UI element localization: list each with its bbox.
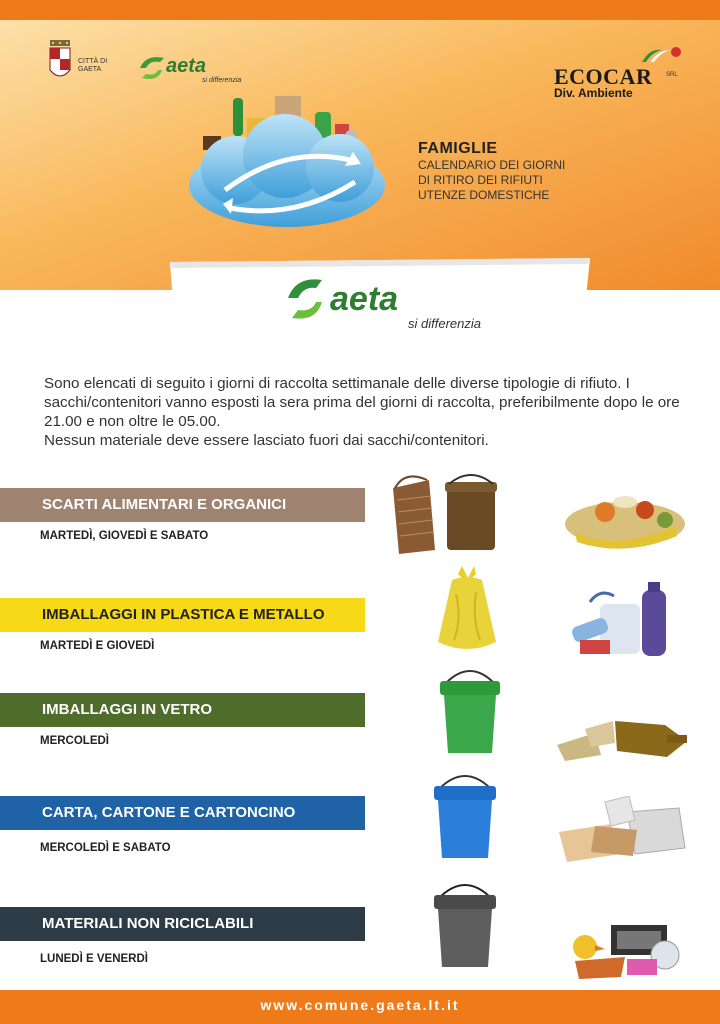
gaeta-logo-small-text: aeta [166, 55, 207, 77]
section-glass [0, 693, 720, 793]
section-days-plastic: MARTEDÌ E GIOVEDÌ [40, 640, 155, 652]
header [0, 0, 720, 290]
header-text-block [418, 140, 678, 203]
gaeta-logo-small [136, 52, 246, 84]
gaeta-logo-small-tagline: si differenzia [202, 77, 242, 84]
section-bar-paper [0, 796, 365, 830]
city-logo [48, 40, 118, 84]
ecocar-division: Div. Ambiente [554, 86, 633, 100]
footer-url[interactable]: www.comune.gaeta.lt.it [260, 997, 460, 1013]
green-bin-icon [438, 663, 502, 755]
section-days-paper: MERCOLEDÌ E SABATO [40, 842, 171, 854]
city-line1: CITTÀ DI [78, 58, 108, 65]
section-bar-non-recyclable [0, 907, 365, 941]
ecocar-logo [548, 44, 688, 104]
ecocar-srl: SRL [666, 72, 678, 78]
section-days-non-recyclable: LUNEDÌ E VENERDÌ [40, 953, 148, 965]
section-paper [0, 796, 720, 896]
non-recyclable-waste-image [565, 917, 695, 982]
section-bar-glass [0, 693, 365, 727]
italy-flag-swoosh-icon [636, 44, 686, 64]
section-bar-plastic [0, 598, 365, 632]
intro-text [44, 374, 694, 450]
recycling-cloud-illustration [175, 90, 400, 235]
grey-bin-icon [432, 877, 498, 969]
glass-waste-image [555, 711, 690, 766]
section-bar-organic [0, 488, 365, 522]
footer [0, 990, 720, 1024]
header-top-bar [0, 0, 720, 20]
section-days-glass: MERCOLEDÌ [40, 735, 109, 747]
organic-waste-image [555, 482, 695, 557]
header-line-2: DI RITIRO DEI RIFIUTI [418, 173, 543, 187]
section-plastic [0, 598, 720, 698]
plastic-waste-image [570, 582, 680, 672]
paper-waste-image [555, 796, 690, 866]
ecocar-name: ECOCAR [554, 64, 653, 89]
section-days-organic: MARTEDÌ, GIOVEDÌ E SABATO [40, 530, 209, 542]
banner-gaeta-text: aeta [330, 280, 399, 318]
blue-bin-icon [432, 768, 498, 860]
section-label-non-recyclable: MATERIALI NON RICICLABILI [42, 915, 254, 932]
section-label-organic: SCARTI ALIMENTARI E ORGANICI [42, 496, 287, 513]
city-name [78, 58, 107, 74]
city-crest-icon [48, 40, 72, 82]
intro-paragraph-2: Nessun materiale deve essere lasciato fuori dai sacchi/contenitori. [44, 432, 489, 449]
yellow-bag-icon [432, 564, 502, 652]
gaeta-banner [170, 258, 590, 343]
intro-paragraph-1: Sono elencati di seguito i giorni di raccolta settimanale delle diverse tipologie di rifiuto. I sacchi/contenitori vanno esposti la sera prima del giorni di raccolta, preferibilmente dopo le ore 21.00 e non oltre le 05.00. [44, 375, 680, 430]
section-label-paper: CARTA, CARTONE E CARTONCINO [42, 804, 296, 821]
header-line-1: CALENDARIO DEI GIORNI [418, 158, 566, 172]
header-title: FAMIGLIE [418, 140, 498, 157]
section-label-plastic: IMBALLAGGI IN PLASTICA E METALLO [42, 606, 325, 623]
banner-tagline: si differenzia [408, 316, 481, 331]
section-label-glass: IMBALLAGGI IN VETRO [42, 701, 212, 718]
city-line2: GAETA [78, 66, 102, 73]
section-organic [0, 488, 720, 588]
organic-bin-icon [385, 470, 505, 555]
header-line-3: UTENZE DOMESTICHE [418, 188, 550, 202]
